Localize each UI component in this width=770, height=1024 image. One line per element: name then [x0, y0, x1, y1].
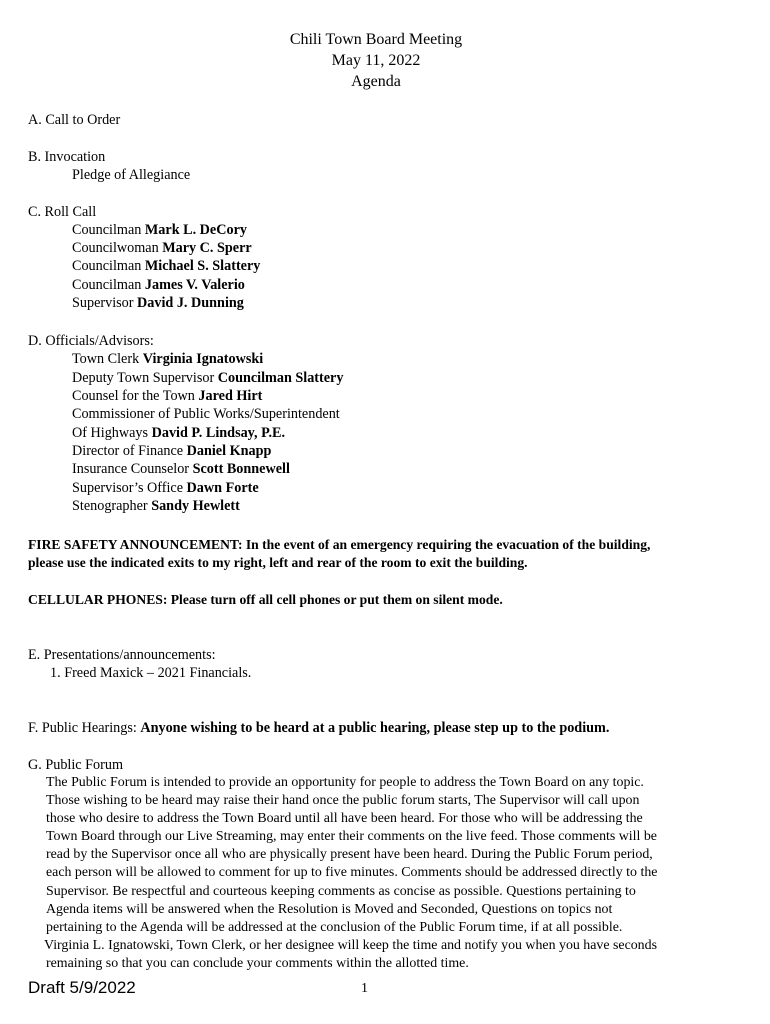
fire-safety-announcement-line2: please use the indicated exits to my right, left and rear of the room to exit the building. — [28, 555, 528, 570]
paragraph-line: Supervisor. Be respectful and courteous keeping comments as concise as possible. Questions pertaining to — [46, 883, 636, 899]
public-forum-paragraph — [46, 774, 746, 973]
official-entry: Stenographer Sandy Hewlett — [72, 498, 240, 514]
presentation-item: 1. Freed Maxick – 2021 Financials. — [50, 665, 252, 681]
official-entry: Counsel for the Town Jared Hirt — [72, 388, 263, 404]
agenda-heading: Agenda — [351, 73, 401, 90]
cellular-phones-notice: CELLULAR PHONES: Please turn off all cell phones or put them on silent mode. — [28, 592, 503, 607]
official-entry: Town Clerk Virginia Ignatowski — [72, 351, 264, 367]
roll-call-member: Supervisor David J. Dunning — [72, 295, 244, 311]
page-number: 1 — [361, 981, 368, 996]
section-b-label: B. Invocation — [28, 149, 106, 165]
section-f — [28, 719, 609, 737]
meeting-date: May 11, 2022 — [331, 52, 421, 69]
roll-call-member: Councilman Michael S. Slattery — [72, 258, 261, 274]
paragraph-line: Agenda items will be answered when the Resolution is Moved and Seconded, Questions on topics not — [46, 901, 613, 917]
official-entry: Deputy Town Supervisor Councilman Slattery — [72, 370, 344, 386]
official-entry: Supervisor’s Office Dawn Forte — [72, 480, 259, 496]
roll-call-member: Councilwoman Mary C. Sperr — [72, 240, 252, 256]
roll-call-member: Councilman James V. Valerio — [72, 277, 245, 293]
paragraph-line: The Public Forum is intended to provide an opportunity for people to address the Town Board on any topic. — [46, 775, 644, 790]
section-a-label: A. Call to Order — [28, 112, 121, 128]
section-c-label: C. Roll Call — [28, 204, 97, 220]
paragraph-line: each person will be allowed to comment for up to five minutes. Comments should be addressed directly to the — [46, 865, 658, 881]
paragraph-line: Those wishing to be heard may raise their hand once the public forum starts, The Supervisor will call upon — [46, 793, 640, 809]
section-d-label: D. Officials/Advisors: — [28, 333, 154, 349]
section-g-label: G. Public Forum — [28, 757, 123, 773]
official-entry: Commissioner of Public Works/Superintendent — [72, 406, 340, 422]
paragraph-line: Town Board through our Live Streaming, may enter their comments on the live feed. Those comments will be — [46, 829, 657, 845]
roll-call-member: Councilman Mark L. DeCory — [72, 222, 247, 238]
official-entry: Of Highways David P. Lindsay, P.E. — [72, 425, 286, 441]
paragraph-line: pertaining to the Agenda will be addressed at the conclusion of the Public Forum time, if at all possible. — [46, 919, 623, 935]
paragraph-line: remaining so that you can conclude your comments within the allotted time. — [46, 955, 469, 971]
fire-safety-announcement-line1: FIRE SAFETY ANNOUNCEMENT: In the event of an emergency requiring the evacuation of the building, — [28, 537, 651, 552]
section-e-label: E. Presentations/announcements: — [28, 647, 216, 663]
paragraph-line: those who desire to address the Town Board until all have been heard. For those who will be addressing the — [46, 811, 643, 827]
pledge-item: Pledge of Allegiance — [72, 167, 191, 183]
draft-date: Draft 5/9/2022 — [28, 978, 136, 997]
official-entry: Insurance Counselor Scott Bonnewell — [72, 461, 290, 477]
public-hearing-instruction: Anyone wishing to be heard at a public hearing, please step up to the podium. — [140, 720, 610, 736]
section-f-label: F. Public Hearings: — [28, 720, 141, 736]
paragraph-line: Virginia L. Ignatowski, Town Clerk, or her designee will keep the time and notify you when you have seconds — [44, 937, 657, 953]
official-entry: Director of Finance Daniel Knapp — [72, 443, 272, 459]
paragraph-line: read by the Supervisor once all who are physically present have been heard. During the Public Forum period, — [46, 847, 653, 863]
meeting-title: Chili Town Board Meeting — [289, 31, 463, 48]
